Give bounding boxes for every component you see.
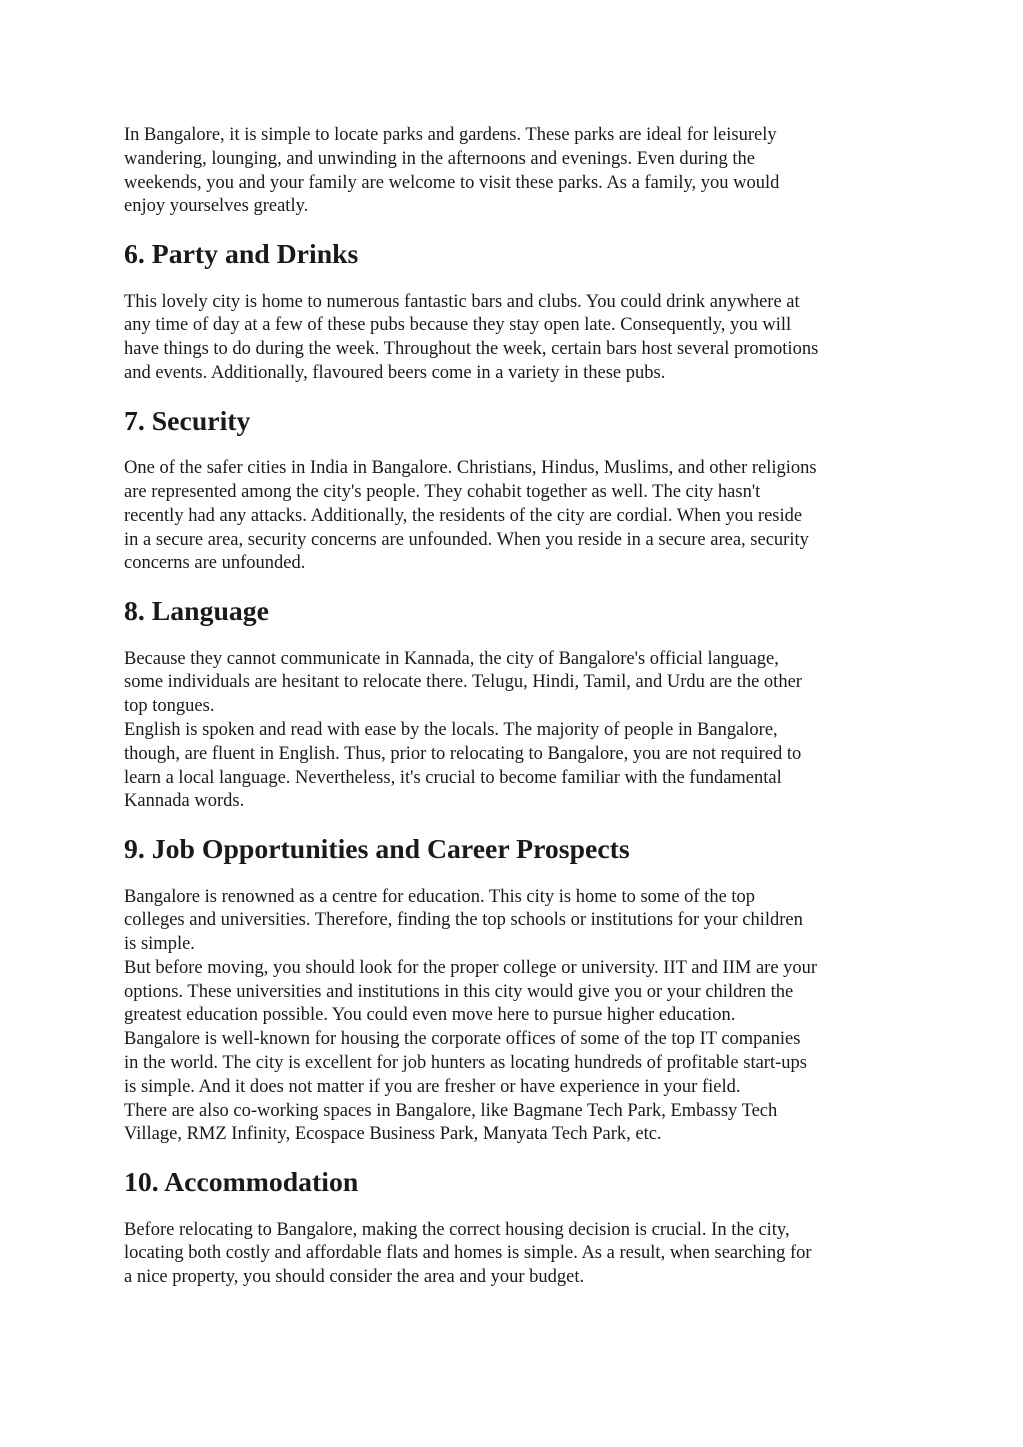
text-line: colleges and universities. Therefore, finding the top schools or institutions for your children (124, 910, 803, 931)
text-line: locating both costly and affordable flats and homes is simple. As a result, when searching for (124, 1243, 812, 1264)
text-line: top tongues. (124, 696, 215, 717)
text-line: in a secure area, security concerns are unfounded. When you reside in a secure area, security (124, 529, 809, 550)
text-line: Because they cannot communicate in Kannada, the city of Bangalore's official language, (124, 648, 779, 669)
text-line: But before moving, you should look for the proper college or university. IIT and IIM are your (124, 957, 818, 978)
text-line: any time of day at a few of these pubs because they stay open late. Consequently, you will (124, 315, 792, 336)
text-line: some individuals are hesitant to relocate there. Telugu, Hindi, Tamil, and Urdu are the other (124, 672, 802, 693)
text-line: in the world. The city is excellent for job hunters as locating hundreds of profitable start-ups (124, 1053, 807, 1074)
text-line: There are also co-working spaces in Bangalore, like Bagmane Tech Park, Embassy Tech (124, 1100, 778, 1121)
text-line: are represented among the city's people. They cohabit together as well. The city hasn't (124, 481, 761, 502)
text-line: In Bangalore, it is simple to locate parks and gardens. These parks are ideal for leisurely (124, 125, 777, 145)
text-line: English is spoken and read with ease by the locals. The majority of people in Bangalore, (124, 719, 778, 740)
document-page (124, 124, 904, 1290)
text-line: a nice property, you should consider the area and your budget. (124, 1267, 585, 1288)
text-line: concerns are unfounded. (124, 553, 306, 574)
text-line: weekends, you and your family are welcome to visit these parks. As a family, you would (124, 172, 780, 193)
text-line: recently had any attacks. Additionally, the residents of the city are cordial. When you reside (124, 505, 803, 526)
section-heading-accommodation: 10. Accommodation (124, 1167, 359, 1199)
text-line: and events. Additionally, flavoured beers come in a variety in these pubs. (124, 362, 666, 383)
text-line: This lovely city is home to numerous fantastic bars and clubs. You could drink anywhere at (124, 291, 800, 312)
text-line: Kannada words. (124, 791, 245, 812)
text-line: have things to do during the week. Throughout the week, certain bars host several promotions (124, 339, 819, 360)
text-line: One of the safer cities in India in Bangalore. Christians, Hindus, Muslims, and other religions (124, 458, 817, 479)
text-line: Bangalore is renowned as a centre for education. This city is home to some of the top (124, 886, 756, 907)
text-line: is simple. (124, 934, 195, 955)
accommodation-paragraph (124, 1219, 904, 1290)
text-line: though, are fluent in English. Thus, prior to relocating to Bangalore, you are not required to (124, 743, 802, 764)
text-line: is simple. And it does not matter if you are fresher or have experience in your field. (124, 1076, 741, 1097)
text-line: Bangalore is well-known for housing the corporate offices of some of the top IT companies (124, 1029, 801, 1050)
jobs-paragraph (124, 886, 904, 1148)
section-heading-party-and-drinks: 6. Party and Drinks (124, 238, 359, 270)
section-heading-language: 8. Language (124, 595, 269, 627)
language-paragraph (124, 648, 904, 815)
party-paragraph (124, 291, 904, 386)
text-line: Village, RMZ Infinity, Ecospace Business Park, Manyata Tech Park, etc. (124, 1124, 662, 1145)
text-line: options. These universities and institutions in this city would give you or your children the (124, 981, 794, 1002)
text-line: greatest education possible. You could even move here to pursue higher education. (124, 1005, 736, 1026)
intro-paragraph (124, 124, 904, 219)
security-paragraph (124, 457, 904, 576)
section-heading-job-opportunities: 9. Job Opportunities and Career Prospects (124, 833, 630, 865)
text-line: enjoy yourselves greatly. (124, 196, 309, 217)
text-line: Before relocating to Bangalore, making the correct housing decision is crucial. In the city, (124, 1219, 790, 1240)
text-line: wandering, lounging, and unwinding in the afternoons and evenings. Even during the (124, 148, 755, 169)
section-heading-security: 7. Security (124, 405, 251, 437)
text-line: learn a local language. Nevertheless, it's crucial to become familiar with the fundamental (124, 767, 782, 788)
